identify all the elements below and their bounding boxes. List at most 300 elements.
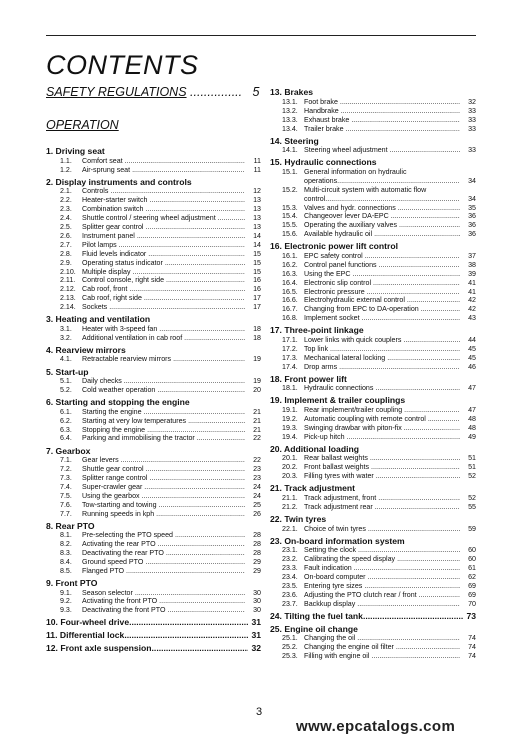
entry-number: 23.7. [282,599,298,608]
entry-label: Daily checks ..... [82,377,245,386]
entry-page: 52 [468,472,476,481]
entry-page: 36 [468,212,476,221]
toc-entry[interactable] [46,250,261,259]
toc-entry[interactable] [270,424,476,433]
toc-entry[interactable] [270,415,476,424]
entry-page: 22 [253,434,261,443]
entry-label: Electronic pressure ..... [304,288,460,297]
section-title: 17. Three-point linkage [270,325,364,336]
section-title: 19. Implement & trailer couplings [270,395,406,406]
entry-number: 2.12. [60,285,76,294]
entry-number: 16.8. [282,314,298,323]
entry-number: 15.4. [282,212,298,221]
entry-label-line2 [304,177,460,186]
toc-entry[interactable] [270,305,476,314]
toc-entry[interactable] [270,564,476,573]
entry-page: 60 [468,555,476,564]
toc-entry[interactable] [46,531,261,540]
entry-page: 47 [468,384,476,393]
leader-dots [129,617,248,628]
entry-label: Splitter gear control ..... [82,223,245,232]
entry-page: 51 [468,454,476,463]
entry-page: 23 [253,473,261,482]
section-title: 24. Tilting the fuel tank [270,610,363,621]
entry-page: 55 [468,502,476,511]
entry-label: Fluid levels indicator ..... [82,250,245,259]
entry-page: 33 [468,146,476,155]
entry-number: 23.2. [282,555,298,564]
entry-page: 33 [468,106,476,115]
entry-label: Shuttle gear control ..... [82,465,245,474]
toc-entry[interactable] [46,196,261,205]
entry-label-line2 [304,195,460,204]
toc-entry[interactable] [46,597,261,606]
toc-entry[interactable] [270,288,476,297]
section-page: 31 [251,617,261,628]
toc-entry[interactable] [46,259,261,268]
toc-entry[interactable] [46,465,261,474]
toc-entry[interactable] [270,463,476,472]
toc-entry[interactable] [46,241,261,250]
entry-number: 2.3. [60,205,72,214]
entry-number: 21.1. [282,493,298,502]
section-title: 5. Start-up [46,366,89,377]
toc-section[interactable] [46,643,261,654]
entry-label: Additional ventilation in cab roof ..... [82,334,245,343]
entry-label: Available hydraulic oil ..... [304,230,460,239]
toc-entry[interactable] [270,643,476,652]
toc-entry[interactable] [46,558,261,567]
entry-label: Choice of twin tyres ..... [304,525,460,534]
entry-page: 48 [468,423,476,432]
toc-entry[interactable] [46,157,261,166]
section-title: 3. Heating and ventilation [46,314,151,325]
entry-number: 16.5. [282,287,298,296]
entry-label: Backkup display ..... [304,600,460,609]
entry-number: 2.10. [60,267,76,276]
entry-label: Mechanical lateral locking ..... [304,354,460,363]
section-title: 18. Front power lift [270,373,347,384]
entry-number: 18.1. [282,384,298,393]
toc-entry[interactable] [270,406,476,415]
toc-section[interactable] [46,177,261,188]
toc-entry[interactable] [270,116,476,125]
toc-entry[interactable] [46,294,261,303]
entry-label: Running speeds in kph ..... [82,510,245,519]
entry-label: EPC safety control ..... [304,252,460,261]
toc-entry[interactable] [46,386,261,395]
toc-entry[interactable] [270,555,476,564]
entry-label: Changing from EPC to DA-operation ..... [304,305,460,314]
toc-entry[interactable] [270,525,476,534]
entry-number: 2.4. [60,214,72,223]
entry-page: 45 [468,353,476,362]
toc-entry[interactable] [270,212,476,221]
toc-entry[interactable] [270,354,476,363]
entry-page: 21 [253,425,261,434]
toc-entry[interactable] [46,187,261,196]
leader-dots [325,195,460,204]
toc-entry[interactable] [46,426,261,435]
entry-number: 4.1. [60,355,72,364]
entry-page: 15 [253,249,261,258]
toc-entry[interactable] [46,567,261,576]
entry-page: 30 [253,597,261,606]
entry-number: 15.1. [282,167,298,176]
toc-entry[interactable] [46,223,261,232]
toc-entry[interactable] [46,268,261,277]
entry-label: Lower links with quick couplers ..... [304,336,460,345]
entry-page: 28 [253,540,261,549]
entry-label-text: control [304,194,326,203]
entry-page: 41 [468,287,476,296]
entry-page: 46 [468,362,476,371]
entry-page: 21 [253,407,261,416]
entry-label [304,168,460,186]
toc-entry[interactable] [270,433,476,442]
toc-entry[interactable] [46,540,261,549]
entry-label: Exhaust brake ..... [304,116,460,125]
section-title: 11. Differential lock [46,630,125,641]
toc-section[interactable] [270,157,476,168]
toc-entry[interactable] [46,166,261,175]
toc-entry[interactable] [270,652,476,661]
entry-label: Rear implement/trailer coupling ..... [304,406,460,415]
entry-page: 25 [253,500,261,509]
entry-number: 23.6. [282,590,298,599]
toc-section[interactable] [46,397,261,408]
section-title: 10. Four-wheel drive [46,617,130,628]
toc-entry[interactable] [46,434,261,443]
toc-entry[interactable] [46,377,261,386]
entry-page: 11 [253,165,261,174]
entry-number: 19.1. [282,406,298,415]
entry-number: 21.2. [282,502,298,511]
toc-entry[interactable] [270,345,476,354]
entry-label: Tow-starting and towing ..... [82,501,245,510]
entry-page: 74 [468,651,476,660]
entry-number: 8.4. [60,557,72,566]
entry-label: Using the EPC ..... [304,270,460,279]
toc-entry[interactable] [46,276,261,285]
entry-number: 13.3. [282,115,298,124]
toc-section[interactable] [270,374,476,385]
entry-number: 6.1. [60,407,72,416]
toc-entry[interactable] [46,483,261,492]
toc-entry[interactable] [270,591,476,600]
entry-label: Control panel functions ..... [304,261,460,270]
entry-page: 39 [468,269,476,278]
entry-number: 2.14. [60,303,76,312]
entry-page: 49 [468,432,476,441]
entry-number: 8.1. [60,531,72,540]
toc-entry[interactable] [270,230,476,239]
toc-section[interactable] [270,444,476,455]
entry-label [304,186,460,204]
toc-entry[interactable] [270,634,476,643]
toc-entry[interactable] [270,107,476,116]
toc-entry[interactable] [46,285,261,294]
toc-entry[interactable] [270,503,476,512]
entry-page: 69 [468,590,476,599]
entry-page: 13 [253,196,261,205]
toc-entry[interactable] [270,146,476,155]
toc-entry[interactable] [46,606,261,615]
entry-label: On-board computer ..... [304,573,460,582]
entry-page: 74 [468,634,476,643]
entry-page: 30 [253,588,261,597]
entry-number: 7.4. [60,482,72,491]
toc-entry[interactable] [270,168,476,186]
section-title: 12. Front axle suspension [46,643,152,654]
toc-entry[interactable] [270,363,476,372]
toc-section[interactable] [46,367,261,378]
toc-entry[interactable] [46,303,261,312]
toc-entry[interactable] [270,384,476,393]
entry-page: 14 [253,231,261,240]
entry-page: 21 [253,416,261,425]
entry-number: 17.4. [282,362,298,371]
entry-label-line1: General information on hydraulic [304,167,407,176]
toc-entry[interactable] [46,549,261,558]
entry-number: 7.3. [60,473,72,482]
toc-entry[interactable] [270,98,476,107]
entry-label: Implement socket ..... [304,314,460,323]
toc-entry[interactable] [46,408,261,417]
toc-entry[interactable] [270,125,476,134]
entry-page: 69 [468,581,476,590]
toc-entry[interactable] [46,355,261,364]
entry-page: 37 [468,251,476,260]
toc-section[interactable] [270,514,476,525]
entry-page: 35 [468,203,476,212]
toc-entry[interactable] [46,501,261,510]
entry-page: 19 [253,355,261,364]
entry-number: 16.6. [282,296,298,305]
entry-page: 28 [253,531,261,540]
entry-label: Starting at very low temperatures ..... [82,417,245,426]
toc-entry[interactable] [270,494,476,503]
toc-entry[interactable] [270,472,476,481]
entry-label: Deactivating the rear PTO ..... [82,549,245,558]
toc-entry[interactable] [46,214,261,223]
toc-entry[interactable] [270,221,476,230]
entry-number: 1.1. [60,156,72,165]
toc-entry[interactable] [270,454,476,463]
safety-page: 5 [252,85,260,99]
toc-section[interactable] [270,395,476,406]
section-page: 32 [251,643,261,654]
entry-label: Flanged PTO ..... [82,567,245,576]
toc-entry[interactable] [270,279,476,288]
entry-number: 1.2. [60,165,72,174]
entry-page: 33 [468,115,476,124]
entry-page: 43 [468,314,476,323]
entry-label: Stopping the engine ..... [82,426,245,435]
toc-entry[interactable] [46,232,261,241]
section-title: 9. Front PTO [46,577,98,588]
toc-entry[interactable] [46,510,261,519]
entry-number: 5.2. [60,386,72,395]
entry-page: 34 [468,194,476,203]
toc-entry[interactable] [270,546,476,555]
toc-section[interactable] [270,87,476,98]
entry-label: Instrument panel ..... [82,232,245,241]
toc-entry[interactable] [270,252,476,261]
entry-label: Cab roof, right side ..... [82,294,245,303]
toc-entry[interactable] [46,589,261,598]
toc-entry[interactable] [270,314,476,323]
entry-page: 28 [253,549,261,558]
entry-page: 32 [468,97,476,106]
toc-section[interactable] [270,241,476,252]
entry-number: 19.3. [282,423,298,432]
entry-label: Shuttle control / steering wheel adjustment ..... [82,214,245,223]
entry-page: 48 [468,414,476,423]
toc-entry[interactable] [46,205,261,214]
entry-page: 13 [253,205,261,214]
entry-number: 25.2. [282,643,298,652]
toc-section[interactable] [46,617,261,628]
entry-label: Multiple display ..... [82,268,245,277]
safety-dots: ............... [186,85,243,99]
safety-label: SAFETY REGULATIONS [46,85,187,99]
section-title: 15. Hydraulic connections [270,157,377,168]
entry-label: Retractable rearview mirrors ..... [82,355,245,364]
toc-section[interactable] [46,146,261,157]
entry-number: 13.4. [282,124,298,133]
entry-number: 2.7. [60,240,72,249]
entry-number: 2.2. [60,196,72,205]
entry-number: 2.1. [60,187,72,196]
entry-number: 3.1. [60,324,72,333]
entry-label: Calibrating the speed display ..... [304,555,460,564]
entry-label: Changing the oil ..... [304,634,460,643]
entry-number: 7.1. [60,456,72,465]
entry-page: 61 [468,564,476,573]
entry-label: Pick-up hitch ..... [304,433,460,442]
entry-label: Starting the engine ..... [82,408,245,417]
toc-entry[interactable] [270,270,476,279]
entry-page: 33 [468,124,476,133]
entry-label: Adjusting the PTO clutch rear / front ..... [304,591,460,600]
entry-label: Season selector ..... [82,589,245,598]
toc-column-right [270,85,476,661]
toc-entry[interactable] [46,492,261,501]
entry-number: 2.6. [60,231,72,240]
entry-number: 8.5. [60,566,72,575]
entry-number: 7.5. [60,491,72,500]
toc-section[interactable] [270,611,476,622]
entry-number: 2.5. [60,223,72,231]
toc-entry[interactable] [46,334,261,343]
toc-section[interactable] [270,136,476,147]
section-title: 22. Twin tyres [270,513,327,524]
entry-number: 6.2. [60,416,72,425]
entry-label: Filling with engine oil ..... [304,652,460,661]
section-title: 23. On-board information system [270,535,405,546]
toc-safety-regulations[interactable] [46,85,260,99]
entry-number: 20.2. [282,463,298,472]
entry-label: Combination switch ..... [82,205,245,214]
section-title: 2. Display instruments and controls [46,176,192,187]
entry-page: 23 [253,465,261,474]
entry-label: Top link ..... [304,345,460,354]
entry-page: 15 [253,267,261,276]
toc-entry[interactable] [270,600,476,609]
entry-page: 13 [253,223,261,231]
entry-number: 17.2. [282,344,298,353]
entry-label: Air-sprung seat ..... [82,166,245,175]
toc-section[interactable] [46,345,261,356]
toc-entry[interactable] [46,474,261,483]
section-title: 7. Gearbox [46,445,91,456]
section-page: 73 [466,610,476,621]
entry-number: 16.1. [282,251,298,260]
entry-number: 15.3. [282,203,298,212]
toc-section[interactable] [270,536,476,547]
toc-section[interactable] [46,630,261,641]
entry-label-line1: Multi-circuit system with automatic flow [304,185,427,194]
toc-entry[interactable] [270,261,476,270]
entry-page: 45 [468,344,476,353]
toc-entry[interactable] [46,417,261,426]
toc-entry[interactable] [46,325,261,334]
entry-number: 2.13. [60,294,76,303]
entry-label: Hydraulic connections ..... [304,384,460,393]
toc-section[interactable] [270,483,476,494]
toc-section[interactable] [270,325,476,336]
entry-number: 2.8. [60,249,72,258]
toc-entry[interactable] [270,336,476,345]
entry-page: 29 [253,566,261,575]
entry-number: 7.6. [60,500,72,509]
toc-entry[interactable] [270,573,476,582]
entry-page: 41 [468,278,476,287]
toc-entry[interactable] [270,186,476,204]
toc-section[interactable] [270,624,476,635]
entry-page: 52 [468,493,476,502]
section-page: 31 [251,630,261,641]
toc-entry[interactable] [46,456,261,465]
entry-page: 17 [253,294,261,303]
top-rule [46,35,476,36]
toc-section[interactable] [46,521,261,532]
entry-number: 6.3. [60,425,72,434]
entry-number: 8.2. [60,540,72,549]
toc-section[interactable] [46,314,261,325]
entry-label: Pilot lamps ..... [82,241,245,250]
entry-label: Handbrake ..... [304,107,460,116]
toc-section[interactable] [46,578,261,589]
entry-label: Electronic slip control ..... [304,279,460,288]
entry-label-text: operations [304,176,338,185]
operation-heading: OPERATION [46,118,119,132]
toc-section[interactable] [46,446,261,457]
entry-label: Operating status indicator ..... [82,259,245,268]
entry-label: Activating the rear PTO ..... [82,540,245,549]
leader-dots [363,611,463,622]
toc-entry[interactable] [270,582,476,591]
entry-page: 59 [468,524,476,533]
entry-page: 51 [468,463,476,472]
entry-label: Automatic coupling with remote control ..... [304,415,460,424]
entry-label: Fault indication ..... [304,564,460,573]
entry-label: Front ballast weights ..... [304,463,460,472]
entry-page: 16 [253,285,261,294]
toc-entry[interactable] [270,296,476,305]
toc-entry[interactable] [270,204,476,213]
